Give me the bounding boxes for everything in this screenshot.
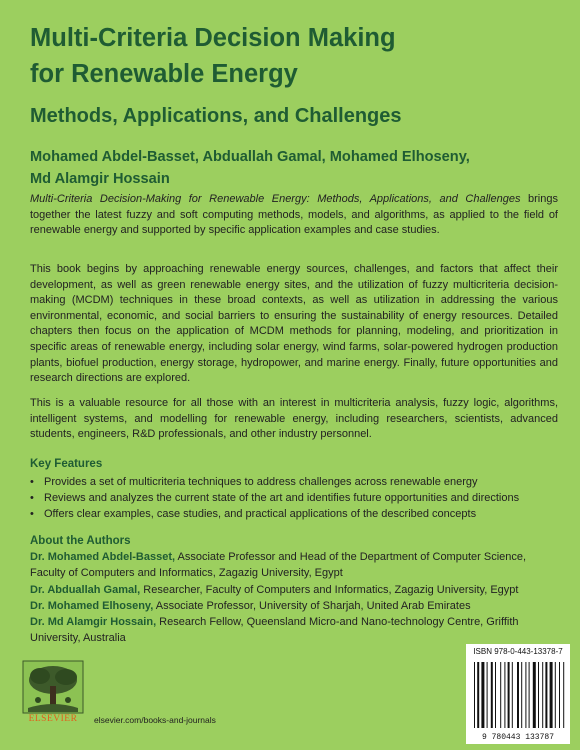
description-paragraph-3: This is a valuable resource for all those with an interest in multicriteria analysis, fuzzy logic, algorithms, intelligent systems, and modelling for renewable energy, including researchers, scientists, advanced students, engineers, R&D professionals, and other industry personnel. [30, 397, 558, 441]
author-entry [30, 582, 530, 598]
barcode-digits: 9 780443 133787 [481, 733, 555, 742]
book-title [30, 20, 550, 92]
author-entry [30, 598, 530, 614]
author-entry [30, 614, 530, 647]
description-paragraph-2: This book begins by approaching renewable energy sources, challenges, and factors that affect their development, as well as green renewable energy sites, and the utilization of fuzzy multicriteria decision-making (MCDM) techniques in these broad contexts, as well as utilization in addressing the various environmental, economic, and social barriers to ensuring the sustainability of energy resources. Detailed chapters then focus on the application of MCDM methods for planning, modeling, and prioritization in specific areas of renewable energy, including solar energy, wind farms, solar-powered hydrogen production plants, biofuel production, energy storage, hydropower, and marine energy. Finally, future opportunities and research directions are explored. [30, 263, 558, 385]
isbn-number: ISBN 978-0-443-13378-7 [473, 647, 563, 656]
author-name: Dr. Md Alamgir Hossain, [30, 616, 157, 629]
list-item [30, 490, 558, 506]
about-authors-list [30, 549, 530, 647]
book-subtitle: Methods, Applications, and Challenges [30, 105, 402, 127]
author-name: Dr. Abduallah Gamal, [30, 583, 141, 596]
key-features-heading: Key Features [30, 458, 103, 470]
barcode-bars [474, 662, 566, 728]
feature-text: Reviews and analyzes the current state of the art and identifies future opportunities and directions [44, 492, 520, 504]
author-bio: Associate Professor and Head of the Department of Computer Science, Faculty of Computers and Informatics, Zagazig University, Egypt [30, 551, 527, 580]
title-line-1: Multi-Criteria Decision Making [30, 24, 396, 52]
key-features-list [30, 474, 558, 522]
list-item [30, 506, 558, 522]
bullet-icon: • [30, 508, 34, 520]
feature-text: Provides a set of multicriteria techniques to address challenges across renewable energy [44, 476, 478, 488]
list-item [30, 474, 558, 490]
author-name: Dr. Mohamed Elhoseny, [30, 599, 154, 612]
title-line-2: for Renewable Energy [30, 60, 298, 88]
barcode-icon [470, 660, 566, 742]
elsevier-tree-logo-icon [22, 660, 84, 714]
author-bio: Research Fellow, Queensland Micro-and Nano-technology Centre, Griffith University, Australia [30, 616, 519, 645]
isbn-barcode-box [466, 644, 570, 744]
feature-text: Offers clear examples, case studies, and practical applications of the described concepts [44, 508, 477, 520]
author-list [30, 146, 550, 190]
description-paragraph-1 [30, 192, 558, 239]
bullet-icon: • [30, 476, 34, 488]
about-authors-heading: About the Authors [30, 535, 131, 547]
paragraph-1-text: brings together the latest fuzzy and soft computing methods, models, and algorithms, as applied to the field of renewable energy and supported by specific application examples and case studies. [30, 193, 558, 237]
author-entry [30, 549, 530, 582]
book-title-italic: Multi-Criteria Decision-Making for Renewable Energy: Methods, Applications, and Challenges [30, 193, 521, 205]
authors-line-1: Mohamed Abdel-Basset, Abduallah Gamal, Mohamed Elhoseny, [30, 149, 470, 165]
publisher-name: ELSEVIER [28, 714, 78, 724]
authors-line-2: Md Alamgir Hossain [30, 171, 170, 187]
publisher-url[interactable]: elsevier.com/books-and-journals [94, 715, 216, 725]
bullet-icon: • [30, 492, 34, 504]
author-bio: Associate Professor, University of Sharjah, United Arab Emirates [153, 599, 471, 612]
author-name: Dr. Mohamed Abdel-Basset, [30, 551, 176, 563]
author-bio: Researcher, Faculty of Computers and Informatics, Zagazig University, Egypt [140, 583, 519, 596]
